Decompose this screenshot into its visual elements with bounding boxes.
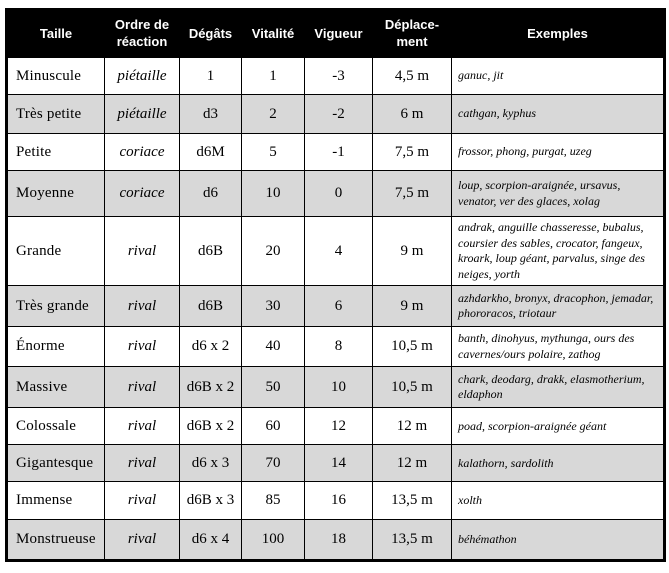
- cell-exemples: frossor, phong, purgat, uzeg: [452, 134, 665, 171]
- cell-deplacement: 4,5 m: [373, 58, 452, 95]
- column-header-vigueur: Vigueur: [305, 10, 373, 58]
- row-petite: [7, 134, 665, 171]
- cell-vitalite: 10: [242, 171, 305, 217]
- header-row: [7, 10, 665, 58]
- row-moyenne: [7, 171, 665, 217]
- cell-taille: Colossale: [7, 408, 105, 445]
- cell-ordre-de-reaction: rival: [105, 408, 180, 445]
- cell-deplacement: 7,5 m: [373, 171, 452, 217]
- cell-exemples: chark, deodarg, drakk, elasmotherium, eldaphon: [452, 367, 665, 408]
- cell-degats: 1: [180, 58, 242, 95]
- cell-vigueur: 16: [305, 482, 373, 520]
- row-tres-petite: [7, 95, 665, 134]
- cell-taille: Immense: [7, 482, 105, 520]
- cell-taille: Grande: [7, 217, 105, 286]
- cell-degats: d6 x 2: [180, 327, 242, 367]
- cell-ordre-de-reaction: piétaille: [105, 58, 180, 95]
- cell-degats: d6B: [180, 286, 242, 327]
- cell-ordre-de-reaction: rival: [105, 482, 180, 520]
- row-enorme: [7, 327, 665, 367]
- cell-degats: d6 x 4: [180, 520, 242, 561]
- column-header-vitalite: Vitalité: [242, 10, 305, 58]
- row-colossale: [7, 408, 665, 445]
- cell-ordre-de-reaction: rival: [105, 367, 180, 408]
- cell-taille: Monstrueuse: [7, 520, 105, 561]
- cell-vigueur: -1: [305, 134, 373, 171]
- cell-ordre-de-reaction: rival: [105, 327, 180, 367]
- cell-ordre-de-reaction: coriace: [105, 171, 180, 217]
- cell-deplacement: 9 m: [373, 217, 452, 286]
- cell-taille: Massive: [7, 367, 105, 408]
- cell-vigueur: -2: [305, 95, 373, 134]
- cell-deplacement: 10,5 m: [373, 327, 452, 367]
- cell-deplacement: 12 m: [373, 445, 452, 482]
- cell-deplacement: 6 m: [373, 95, 452, 134]
- cell-ordre-de-reaction: rival: [105, 286, 180, 327]
- cell-exemples: béhémathon: [452, 520, 665, 561]
- row-gigantesque: [7, 445, 665, 482]
- cell-vigueur: 8: [305, 327, 373, 367]
- cell-vigueur: 14: [305, 445, 373, 482]
- cell-degats: d6B x 2: [180, 367, 242, 408]
- cell-deplacement: 13,5 m: [373, 520, 452, 561]
- cell-vigueur: 18: [305, 520, 373, 561]
- column-header-exemples: Exemples: [452, 10, 665, 58]
- cell-vitalite: 100: [242, 520, 305, 561]
- cell-exemples: xolth: [452, 482, 665, 520]
- cell-exemples: cathgan, kyphus: [452, 95, 665, 134]
- cell-vitalite: 40: [242, 327, 305, 367]
- column-header-ordre-de-reaction: Ordre de réaction: [105, 10, 180, 58]
- cell-exemples: andrak, anguille chasseresse, bubalus, coursier des sables, crocator, fangeux, kroark, loup géant, parvalus, singe des neiges, yorth: [452, 217, 665, 286]
- cell-degats: d6B x 2: [180, 408, 242, 445]
- cell-deplacement: 9 m: [373, 286, 452, 327]
- cell-degats: d6B x 3: [180, 482, 242, 520]
- column-header-deplacement: Déplace-ment: [373, 10, 452, 58]
- cell-exemples: kalathorn, sardolith: [452, 445, 665, 482]
- cell-exemples: ganuc, jit: [452, 58, 665, 95]
- cell-degats: d6 x 3: [180, 445, 242, 482]
- row-massive: [7, 367, 665, 408]
- cell-exemples: banth, dinohyus, mythunga, ours des cavernes/ours polaire, zathog: [452, 327, 665, 367]
- cell-vitalite: 5: [242, 134, 305, 171]
- cell-vigueur: 10: [305, 367, 373, 408]
- cell-vitalite: 85: [242, 482, 305, 520]
- cell-vitalite: 60: [242, 408, 305, 445]
- cell-taille: Très grande: [7, 286, 105, 327]
- column-header-degats: Dégâts: [180, 10, 242, 58]
- cell-ordre-de-reaction: rival: [105, 217, 180, 286]
- cell-vigueur: 12: [305, 408, 373, 445]
- cell-exemples: azhdarkho, bronyx, dracophon, jemadar, phororacos, triotaur: [452, 286, 665, 327]
- cell-vitalite: 30: [242, 286, 305, 327]
- row-tres-grande: [7, 286, 665, 327]
- cell-ordre-de-reaction: coriace: [105, 134, 180, 171]
- cell-ordre-de-reaction: piétaille: [105, 95, 180, 134]
- creature-size-table-container: [5, 8, 666, 562]
- cell-taille: Énorme: [7, 327, 105, 367]
- cell-vigueur: -3: [305, 58, 373, 95]
- cell-deplacement: 12 m: [373, 408, 452, 445]
- cell-vigueur: 6: [305, 286, 373, 327]
- cell-taille: Moyenne: [7, 171, 105, 217]
- cell-vitalite: 2: [242, 95, 305, 134]
- cell-deplacement: 10,5 m: [373, 367, 452, 408]
- cell-taille: Petite: [7, 134, 105, 171]
- cell-exemples: loup, scorpion-araignée, ursavus, venator, ver des glaces, xolag: [452, 171, 665, 217]
- cell-vitalite: 20: [242, 217, 305, 286]
- cell-degats: d6M: [180, 134, 242, 171]
- cell-ordre-de-reaction: rival: [105, 520, 180, 561]
- cell-exemples: poad, scorpion-araignée géant: [452, 408, 665, 445]
- cell-degats: d6: [180, 171, 242, 217]
- creature-size-table: [5, 8, 666, 562]
- row-grande: [7, 217, 665, 286]
- row-minuscule: [7, 58, 665, 95]
- row-monstrueuse: [7, 520, 665, 561]
- cell-deplacement: 7,5 m: [373, 134, 452, 171]
- cell-degats: d3: [180, 95, 242, 134]
- cell-degats: d6B: [180, 217, 242, 286]
- column-header-taille: Taille: [7, 10, 105, 58]
- cell-deplacement: 13,5 m: [373, 482, 452, 520]
- cell-vitalite: 70: [242, 445, 305, 482]
- cell-vitalite: 50: [242, 367, 305, 408]
- cell-vitalite: 1: [242, 58, 305, 95]
- row-immense: [7, 482, 665, 520]
- cell-taille: Très petite: [7, 95, 105, 134]
- cell-vigueur: 0: [305, 171, 373, 217]
- cell-ordre-de-reaction: rival: [105, 445, 180, 482]
- cell-taille: Gigantesque: [7, 445, 105, 482]
- cell-vigueur: 4: [305, 217, 373, 286]
- cell-taille: Minuscule: [7, 58, 105, 95]
